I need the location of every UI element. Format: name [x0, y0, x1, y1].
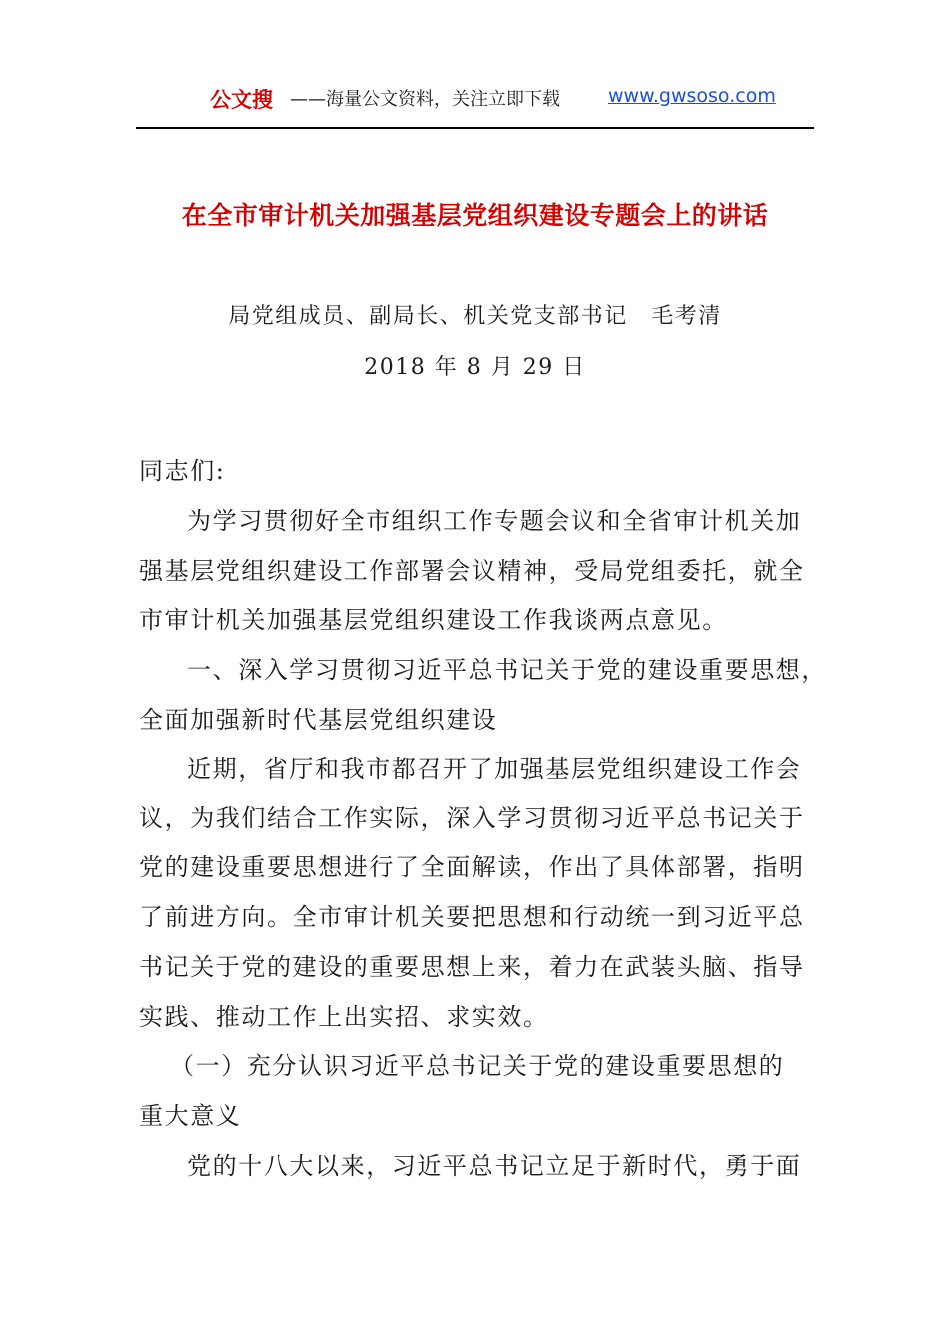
section-heading-line: 全面加强新时代基层党组织建设 [139, 706, 498, 734]
brand-logo-text[interactable]: 公文搜 [210, 88, 273, 112]
body-line: 了前进方向。全市审计机关要把思想和行动统一到习近平总 [139, 903, 805, 931]
body-line: 党的十八大以来，习近平总书记立足于新时代，勇于面 [187, 1152, 802, 1180]
body-line: 实践、推动工作上出实招、求实效。 [139, 1003, 549, 1031]
document-author: 局党组成员、副局长、机关党支部书记 毛考清 [228, 304, 722, 329]
header-slogan: ——海量公文资料，关注立即下载 [290, 89, 560, 110]
body-line: 为学习贯彻好全市组织工作专题会议和全省审计机关加 [187, 507, 802, 535]
subsection-heading-line: 重大意义 [139, 1102, 242, 1130]
document-title: 在全市审计机关加强基层党组织建设专题会上的讲话 [181, 201, 769, 230]
body-line: 党的建设重要思想进行了全面解读，作出了具体部署，指明 [139, 853, 805, 881]
site-header [138, 84, 814, 112]
site-url-link[interactable]: www.gwsoso.com [608, 85, 776, 107]
body-line: 议，为我们结合工作实际，深入学习贯彻习近平总书记关于 [139, 804, 805, 832]
body-line: 市审计机关加强基层党组织建设工作我谈两点意见。 [139, 606, 728, 634]
greeting-line: 同志们: [139, 457, 226, 485]
document-date: 2018 年 8 月 29 日 [364, 355, 586, 380]
body-line: 书记关于党的建设的重要思想上来，着力在武装头脑、指导 [139, 953, 805, 981]
header-divider [136, 127, 814, 129]
body-line: 强基层党组织建设工作部署会议精神，受局党组委托，就全 [139, 557, 805, 585]
section-heading-line: 一、深入学习贯彻习近平总书记关于党的建设重要思想， [187, 656, 827, 684]
subsection-heading-line: （一）充分认识习近平总书记关于党的建设重要思想的 [170, 1052, 785, 1080]
body-line: 近期，省厅和我市都召开了加强基层党组织建设工作会 [187, 755, 802, 783]
